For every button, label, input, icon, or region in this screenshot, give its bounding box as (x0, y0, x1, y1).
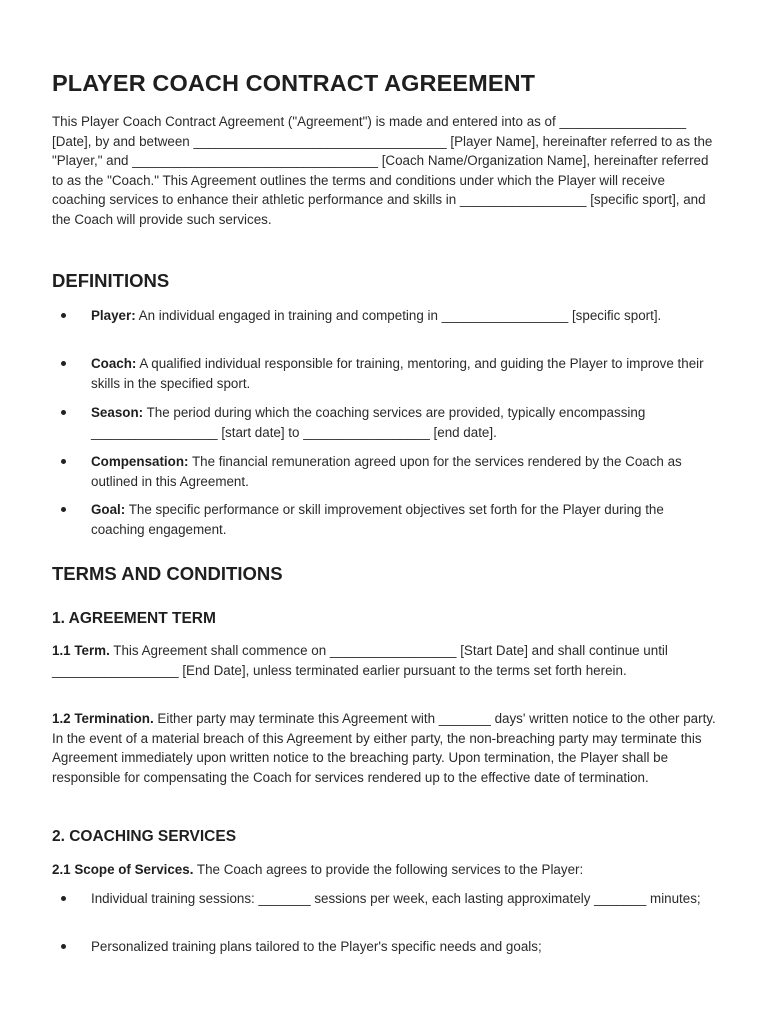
clause-lead: 2.1 Scope of Services. (52, 862, 194, 877)
definition-term: Coach: (91, 356, 137, 371)
service-item-text: Personalized training plans tailored to the Player's specific needs and goals; (91, 939, 542, 954)
definition-text: The period during which the coaching services are provided, typically encompassing _________________ [start date] to _________________ [end date]. (91, 405, 646, 440)
clause-lead: 1.1 Term. (52, 643, 110, 658)
service-item-text: Individual training sessions: _______ sessions per week, each lasting approximately _______ minutes; (91, 891, 701, 906)
clause-text: This Agreement shall commence on _________________ [Start Date] and shall continue until _________________ [End Date], unless terminated earlier pursuant to the terms set forth herein. (52, 643, 668, 678)
definition-text: An individual engaged in training and competing in _________________ [specific sport]. (135, 308, 662, 323)
definition-term: Goal: (91, 502, 126, 517)
bullet-icon (61, 944, 66, 949)
clause-lead: 1.2 Termination. (52, 711, 154, 726)
bullet-icon (61, 410, 66, 415)
clause-text: The Coach agrees to provide the following services to the Player: (193, 862, 584, 877)
bullet-icon (61, 361, 66, 366)
definition-text: A qualified individual responsible for training, mentoring, and guiding the Player to improve their skills in the specified sport. (91, 356, 704, 391)
document-title: PLAYER COACH CONTRACT AGREEMENT (52, 70, 536, 96)
bullet-icon (61, 313, 66, 318)
section-1-heading: 1. AGREEMENT TERM (52, 610, 216, 627)
clause-2-1 (52, 860, 717, 880)
definition-term: Season: (91, 405, 144, 420)
definitions-heading: DEFINITIONS (52, 270, 170, 291)
bullet-icon (61, 896, 66, 901)
definition-text: The financial remuneration agreed upon for the services rendered by the Coach as outlined in this Agreement. (91, 454, 682, 489)
intro-paragraph: This Player Coach Contract Agreement ("Agreement") is made and entered into as of _________________ [Date], by and between __________________________________ [Player Name], hereinafter referred to as the "Player," and _________________________________ [Coach Name/Organization Name], hereinafter referred to as the "Coach." This Agreement outlines the terms and conditions under which the Player will receive coaching services to enhance their athletic performance and skills in _________________ [specific sport], and the Coach will provide such services. (52, 114, 713, 227)
clause-1-2 (52, 709, 717, 787)
bullet-icon (61, 507, 66, 512)
definition-text: The specific performance or skill improvement objectives set forth for the Player during the coaching engagement. (91, 502, 664, 537)
definition-term: Player: (91, 308, 136, 323)
terms-heading: TERMS AND CONDITIONS (52, 563, 283, 584)
section-2-heading: 2. COACHING SERVICES (52, 828, 237, 845)
definition-term: Compensation: (91, 454, 189, 469)
bullet-icon (61, 459, 66, 464)
clause-1-1 (52, 641, 717, 680)
clause-text: Either party may terminate this Agreement with _______ days' written notice to the other party. In the event of a material breach of this Agreement by either party, the non-breaching party may terminate this Agreement immediately upon written notice to the breaching party. Upon termination, the Player shall be responsible for compensating the Coach for services rendered up to the effective date of termination. (52, 711, 716, 785)
